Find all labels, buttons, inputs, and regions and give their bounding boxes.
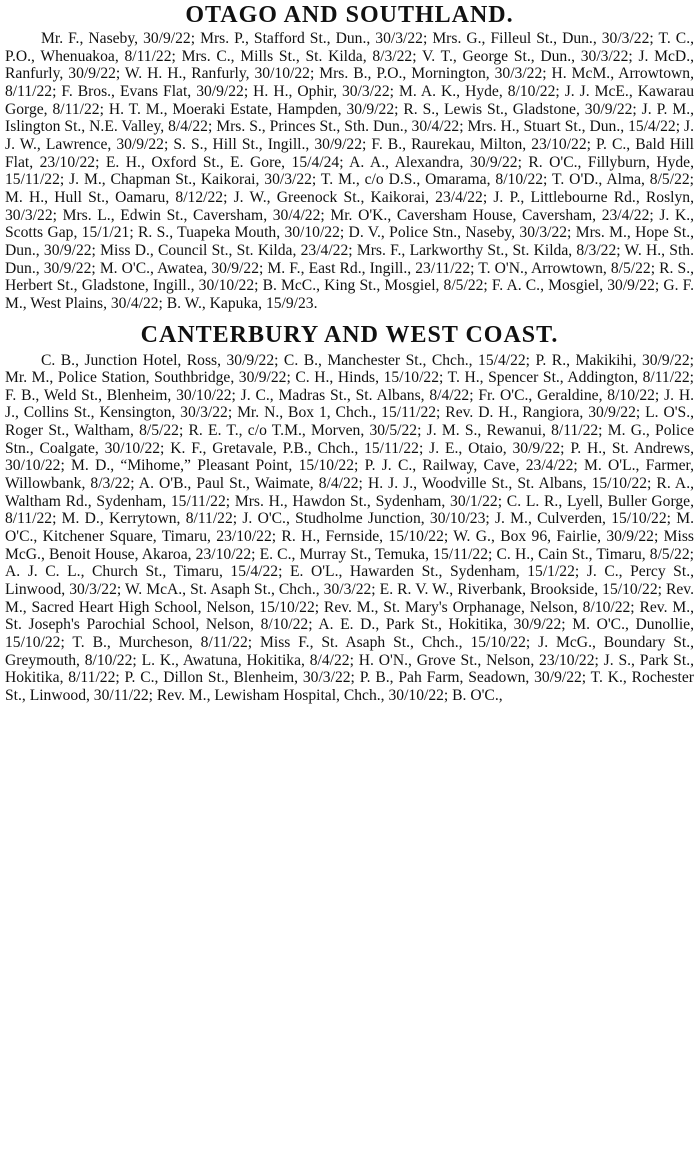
subscriber-list-otago: Mr. F., Naseby, 30/9/22; Mrs. P., Stafford St., Dun., 30/3/22; Mrs. G., Filleul St., Dun., 30/3/22; T. C., P.O., Whenuakoa, 8/11/22; Mrs. C., Mills St., St. Kilda, 8/3/22; V. T., George St., Dun., 30/3/22; J. McD., Ranfurly, 30/9/22; W. H. H., Ranfurly, 30/10/22; Mrs. B., P.O., Mornington, 30/3/22; H. McM., Arrowtown, 8/11/22; F. Bros., Evans Flat, 30/9/22; H. H., Ophir, 30/3/22; M. A. K., Hyde, 8/10/22; J. J. McE., Kawarau Gorge, 8/11/22; H. T. M., Moeraki Estate, Hampden, 30/9/22; R. S., Lewis St., Gladstone, 30/9/22; J. P. M., Islington St., N.E. Valley, 8/4/22; Mrs. S., Princes St., Sth. Dun., 30/4/22; Mrs. H., Stuart St., Dun., 15/4/22; J. J. W., Lawrence, 30/9/22; S. S., Hill St., Ingill., 30/9/22; F. B., Raurekau, Milton, 23/10/22; P. C., Bald Hill Flat, 23/10/22; E. H., Oxford St., E. Gore, 15/4/24; A. A., Alexandra, 30/9/22; R. O'C., Fillyburn, Hyde, 15/11/22; J. M., Chapman St., Kaikorai, 30/3/22; T. M., c/o D.S., Omarama, 8/10/22; T. O'D., Alma, 8/5/22; M. H., Hull St., Oamaru, 8/12/22; J. W., Greenock St., Kaikorai, 23/4/22; J. P., Littlebourne Rd., Roslyn, 30/3/22; Mrs. L., Edwin St., Caversham, 30/4/22; Mr. O'K., Caversham House, Caversham, 23/4/22; J. K., Scotts Gap, 15/1/21; R. S., Tuapeka Mouth, 30/10/22; D. V., Police Stn., Naseby, 30/3/22; Mrs. M., Hope St., Dun., 30/9/22; Miss D., Council St., St. Kilda, 23/4/22; Mrs. F., Larkworthy St., St. Kilda, 8/3/22; W. H., Sth. Dun., 30/9/22; M. O'C., Awatea, 30/9/22; M. F., East Rd., Ingill., 23/11/22; T. O'N., Arrowtown, 8/5/22; R. S., Herbert St., Gladstone, Ingill., 30/10/22; B. McC., King St., Mosgiel, 8/5/22; F. A. C., Mosgiel, 30/9/22; G. F. M., West Plains, 30/4/22; B. W., Kapuka, 15/9/23. <box>5 30 694 312</box>
section-heading-otago: OTAGO AND SOUTHLAND. <box>185 2 514 28</box>
subscriber-list-canterbury: C. B., Junction Hotel, Ross, 30/9/22; C. B., Manchester St., Chch., 15/4/22; P. R., Makikihi, 30/9/22; Mr. M., Police Station, Southbridge, 30/9/22; C. H., Hinds, 15/10/22; T. H., Spencer St., Addington, 8/11/22; F. B., Weld St., Blenheim, 30/10/22; J. C., Madras St., St. Albans, 8/4/22; Fr. O'C., Geraldine, 8/10/22; J. H. J., Collins St., Kensington, 30/3/22; Mr. N., Box 1, Chch., 15/11/22; Rev. D. H., Rangiora, 30/9/22; L. O'S., Roger St., Waltham, 8/5/22; R. E. T., c/o T.M., Morven, 30/5/22; J. M. S., Rewanui, 8/11/22; M. G., Police Stn., Coalgate, 30/10/22; K. F., Gretavale, P.B., Chch., 15/11/22; J. E., Otaio, 30/9/22; P. H., St. Andrews, 30/10/22; M. D., “Mihome,” Pleasant Point, 15/10/22; P. J. C., Railway, Cave, 23/4/22; M. O'L., Farmer, Willowbank, 8/3/22; A. O'B., Paul St., Waimate, 8/4/22; H. J. J., Woodville St., St. Albans, 15/10/22; R. A., Waltham Rd., Sydenham, 15/11/22; Mrs. H., Hawdon St., Sydenham, 30/1/22; C. L. R., Lyell, Buller Gorge, 8/11/22; M. D., Kerrytown, 8/11/22; J. O'C., Studholme Junction, 30/10/23; J. M., Culverden, 15/10/22; M. O'C., Kitchener Square, Timaru, 23/10/22; R. H., Fernside, 15/10/22; W. G., Box 96, Fairlie, 30/9/22; Miss McG., Benoit House, Akaroa, 23/10/22; E. C., Murray St., Temuka, 15/11/22; C. H., Cain St., Timaru, 8/5/22; A. J. C. L., Church St., Timaru, 15/4/22; E. O'L., Hawarden St., Sydenham, 15/1/22; J. C., Percy St., Linwood, 30/3/22; W. McA., St. Asaph St., Chch., 30/3/22; E. R. V. W., Riverbank, Brookside, 15/10/22; Rev. M., Sacred Heart High School, Nelson, 15/10/22; Rev. M., St. Mary's Orphanage, Nelson, 8/10/22; Rev. M., St. Joseph's Parochial School, Nelson, 8/10/22; A. E. D., Park St., Hokitika, 30/9/22; M. O'C., Dunollie, 15/10/22; T. B., Murcheson, 8/11/22; Miss F., St. Asaph St., Chch., 15/10/22; J. McG., Boundary St., Greymouth, 8/10/22; L. K., Awatuna, Hokitika, 8/4/22; H. O'N., Grove St., Nelson, 23/10/22; J. S., Park St., Hokitika, 8/11/22; P. C., Dillon St., Blenheim, 30/3/22; P. B., Pah Farm, Seadown, 30/9/22; T. K., Rochester St., Linwood, 30/11/22; Rev. M., Lewisham Hospital, Chch., 30/10/22; B. O'C., <box>5 351 694 704</box>
section-heading-canterbury: CANTERBURY AND WEST COAST. <box>140 321 559 348</box>
